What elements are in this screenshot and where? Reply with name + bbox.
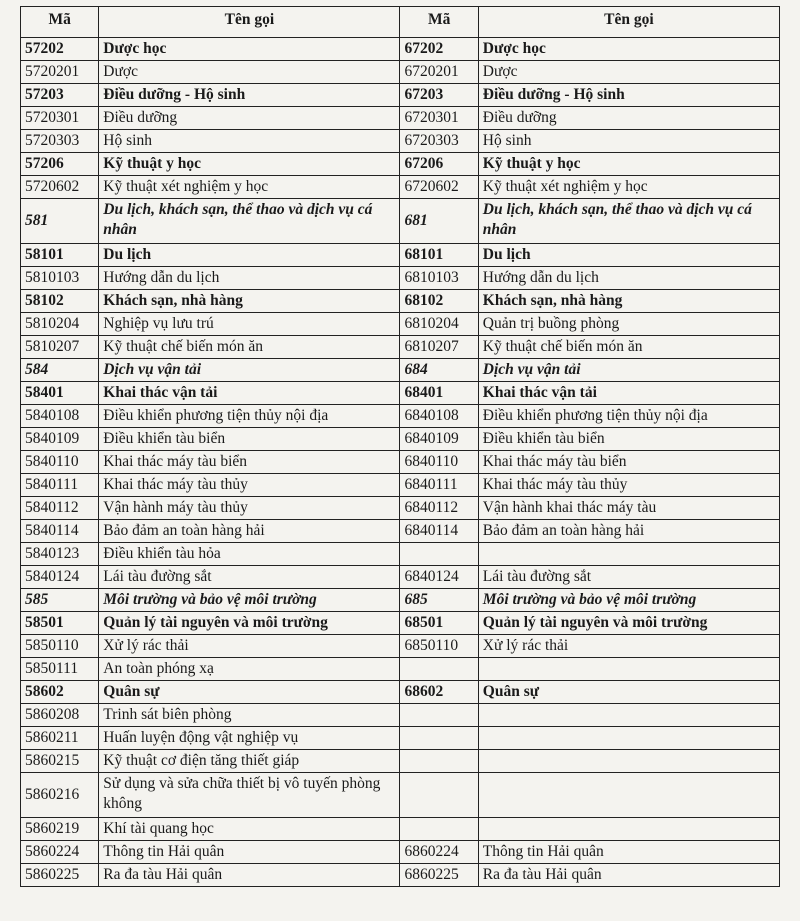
left-code-cell: 5860208 — [21, 704, 99, 727]
left-name-cell: Du lịch — [99, 244, 400, 267]
left-code-cell: 5860219 — [21, 818, 99, 841]
right-code-cell — [400, 773, 478, 818]
left-name-cell: Môi trường và bảo vệ môi trường — [99, 589, 400, 612]
left-code-cell: 5720201 — [21, 61, 99, 84]
left-code-cell: 58101 — [21, 244, 99, 267]
table-row — [21, 864, 780, 887]
document-page — [20, 6, 780, 887]
left-code-cell: 5860224 — [21, 841, 99, 864]
left-name-cell: Khai thác máy tàu biển — [99, 451, 400, 474]
left-name-cell: Bảo đảm an toàn hàng hải — [99, 520, 400, 543]
left-name-cell: Khách sạn, nhà hàng — [99, 290, 400, 313]
table-row — [21, 313, 780, 336]
table-row — [21, 290, 780, 313]
right-code-cell: 6860224 — [400, 841, 478, 864]
left-code-cell: 5850111 — [21, 658, 99, 681]
right-name-cell: Điều khiển phương tiện thủy nội địa — [478, 405, 779, 428]
left-code-cell: 58602 — [21, 681, 99, 704]
right-name-cell: Dược — [478, 61, 779, 84]
right-code-cell: 68401 — [400, 382, 478, 405]
right-code-cell: 6720201 — [400, 61, 478, 84]
left-code-cell: 5860215 — [21, 750, 99, 773]
left-code-cell: 5720301 — [21, 107, 99, 130]
left-name-cell: Kỹ thuật y học — [99, 153, 400, 176]
table-row — [21, 84, 780, 107]
left-code-cell: 5840114 — [21, 520, 99, 543]
left-name-cell: Ra đa tàu Hải quân — [99, 864, 400, 887]
right-name-cell: Dịch vụ vận tải — [478, 359, 779, 382]
right-name-cell — [478, 750, 779, 773]
left-code-header: Mã — [21, 7, 99, 38]
right-name-cell — [478, 704, 779, 727]
right-code-cell — [400, 818, 478, 841]
table-row — [21, 658, 780, 681]
right-name-cell: Du lịch — [478, 244, 779, 267]
right-code-cell: 685 — [400, 589, 478, 612]
left-code-cell: 5840108 — [21, 405, 99, 428]
left-name-cell: Dịch vụ vận tải — [99, 359, 400, 382]
left-name-cell: Kỹ thuật chế biến món ăn — [99, 336, 400, 359]
right-name-cell: Ra đa tàu Hải quân — [478, 864, 779, 887]
left-name-cell: Trinh sát biên phòng — [99, 704, 400, 727]
left-name-cell: Vận hành máy tàu thủy — [99, 497, 400, 520]
right-name-cell: Khai thác vận tải — [478, 382, 779, 405]
left-name-cell: Kỹ thuật xét nghiệm y học — [99, 176, 400, 199]
left-name-cell: Quân sự — [99, 681, 400, 704]
left-code-cell: 5810207 — [21, 336, 99, 359]
right-code-cell: 68602 — [400, 681, 478, 704]
right-code-cell: 684 — [400, 359, 478, 382]
left-name-cell: Thông tin Hải quân — [99, 841, 400, 864]
table-row — [21, 704, 780, 727]
right-code-cell: 68101 — [400, 244, 478, 267]
table-row — [21, 612, 780, 635]
right-name-cell: Quân sự — [478, 681, 779, 704]
right-name-cell: Hướng dẫn du lịch — [478, 267, 779, 290]
table-row — [21, 382, 780, 405]
table-row — [21, 267, 780, 290]
right-code-cell: 6840112 — [400, 497, 478, 520]
table-row — [21, 451, 780, 474]
left-name-cell: Điều khiển tàu hỏa — [99, 543, 400, 566]
right-name-cell: Điều khiển tàu biển — [478, 428, 779, 451]
right-code-cell: 6840109 — [400, 428, 478, 451]
left-code-cell: 5840111 — [21, 474, 99, 497]
left-code-cell: 5840112 — [21, 497, 99, 520]
right-code-cell — [400, 727, 478, 750]
left-name-cell: Nghiệp vụ lưu trú — [99, 313, 400, 336]
left-code-cell: 5840110 — [21, 451, 99, 474]
right-code-cell: 6840108 — [400, 405, 478, 428]
table-row — [21, 199, 780, 244]
left-name-cell: Hướng dẫn du lịch — [99, 267, 400, 290]
table-header-row — [21, 7, 780, 38]
left-name-cell: Điều dưỡng — [99, 107, 400, 130]
right-name-header: Tên gọi — [478, 7, 779, 38]
left-code-cell: 58102 — [21, 290, 99, 313]
table-row — [21, 773, 780, 818]
right-code-cell: 68102 — [400, 290, 478, 313]
right-name-cell: Hộ sinh — [478, 130, 779, 153]
left-code-cell: 584 — [21, 359, 99, 382]
right-name-cell: Khai thác máy tàu biển — [478, 451, 779, 474]
right-name-cell — [478, 543, 779, 566]
left-code-cell: 57203 — [21, 84, 99, 107]
right-name-cell: Môi trường và bảo vệ môi trường — [478, 589, 779, 612]
right-name-cell — [478, 658, 779, 681]
right-code-header: Mã — [400, 7, 478, 38]
left-code-cell: 5720602 — [21, 176, 99, 199]
table-row — [21, 635, 780, 658]
table-row — [21, 727, 780, 750]
left-name-cell: Dược học — [99, 38, 400, 61]
right-code-cell: 6840110 — [400, 451, 478, 474]
right-name-cell: Lái tàu đường sắt — [478, 566, 779, 589]
left-code-cell: 5840123 — [21, 543, 99, 566]
right-code-cell — [400, 658, 478, 681]
left-name-cell: Hộ sinh — [99, 130, 400, 153]
table-row — [21, 405, 780, 428]
right-code-cell: 67202 — [400, 38, 478, 61]
right-name-cell: Thông tin Hải quân — [478, 841, 779, 864]
table-row — [21, 359, 780, 382]
right-code-cell — [400, 750, 478, 773]
right-code-cell: 67206 — [400, 153, 478, 176]
left-code-cell: 5860216 — [21, 773, 99, 818]
right-code-cell: 6720301 — [400, 107, 478, 130]
right-name-cell: Du lịch, khách sạn, thể thao và dịch vụ cá nhân — [478, 199, 779, 244]
left-code-cell: 5840124 — [21, 566, 99, 589]
right-name-cell: Dược học — [478, 38, 779, 61]
table-row — [21, 841, 780, 864]
major-code-table — [20, 6, 780, 887]
left-code-cell: 5860211 — [21, 727, 99, 750]
table-row — [21, 566, 780, 589]
left-name-cell: Khí tài quang học — [99, 818, 400, 841]
left-code-cell: 57206 — [21, 153, 99, 176]
left-code-cell: 585 — [21, 589, 99, 612]
left-name-cell: Sử dụng và sửa chữa thiết bị vô tuyến phòng không — [99, 773, 400, 818]
table-row — [21, 589, 780, 612]
right-code-cell: 6810207 — [400, 336, 478, 359]
right-code-cell: 681 — [400, 199, 478, 244]
right-name-cell: Khai thác máy tàu thủy — [478, 474, 779, 497]
right-code-cell: 67203 — [400, 84, 478, 107]
right-name-cell: Kỹ thuật chế biến món ăn — [478, 336, 779, 359]
right-name-cell: Điều dưỡng — [478, 107, 779, 130]
right-code-cell: 68501 — [400, 612, 478, 635]
table-row — [21, 38, 780, 61]
table-row — [21, 497, 780, 520]
left-code-cell: 57202 — [21, 38, 99, 61]
right-name-cell: Điều dưỡng - Hộ sinh — [478, 84, 779, 107]
right-code-cell: 6850110 — [400, 635, 478, 658]
table-row — [21, 176, 780, 199]
table-body — [21, 38, 780, 887]
left-name-cell: Khai thác máy tàu thủy — [99, 474, 400, 497]
right-code-cell: 6840111 — [400, 474, 478, 497]
right-code-cell: 6720303 — [400, 130, 478, 153]
table-row — [21, 428, 780, 451]
right-name-cell: Quản trị buồng phòng — [478, 313, 779, 336]
left-code-cell: 5850110 — [21, 635, 99, 658]
left-name-header: Tên gọi — [99, 7, 400, 38]
right-name-cell: Kỹ thuật xét nghiệm y học — [478, 176, 779, 199]
table-row — [21, 336, 780, 359]
left-name-cell: Huấn luyện động vật nghiệp vụ — [99, 727, 400, 750]
table-row — [21, 61, 780, 84]
right-code-cell: 6810204 — [400, 313, 478, 336]
right-name-cell: Xử lý rác thải — [478, 635, 779, 658]
left-name-cell: Điều khiển phương tiện thủy nội địa — [99, 405, 400, 428]
left-name-cell: Điều dưỡng - Hộ sinh — [99, 84, 400, 107]
right-code-cell: 6840114 — [400, 520, 478, 543]
left-name-cell: Quản lý tài nguyên và môi trường — [99, 612, 400, 635]
right-name-cell: Kỹ thuật y học — [478, 153, 779, 176]
left-code-cell: 58401 — [21, 382, 99, 405]
table-row — [21, 818, 780, 841]
left-name-cell: Khai thác vận tải — [99, 382, 400, 405]
table-row — [21, 153, 780, 176]
right-name-cell: Vận hành khai thác máy tàu — [478, 497, 779, 520]
left-name-cell: Du lịch, khách sạn, thể thao và dịch vụ cá nhân — [99, 199, 400, 244]
left-code-cell: 5810204 — [21, 313, 99, 336]
right-code-cell: 6810103 — [400, 267, 478, 290]
table-row — [21, 520, 780, 543]
table-row — [21, 130, 780, 153]
right-code-cell: 6860225 — [400, 864, 478, 887]
left-code-cell: 5810103 — [21, 267, 99, 290]
table-row — [21, 543, 780, 566]
right-name-cell: Bảo đảm an toàn hàng hải — [478, 520, 779, 543]
right-name-cell — [478, 818, 779, 841]
left-name-cell: Dược — [99, 61, 400, 84]
left-code-cell: 581 — [21, 199, 99, 244]
table-row — [21, 244, 780, 267]
left-code-cell: 58501 — [21, 612, 99, 635]
left-name-cell: Lái tàu đường sắt — [99, 566, 400, 589]
left-name-cell: Điều khiển tàu biển — [99, 428, 400, 451]
left-name-cell: Kỹ thuật cơ điện tăng thiết giáp — [99, 750, 400, 773]
right-code-cell — [400, 704, 478, 727]
right-name-cell: Quản lý tài nguyên và môi trường — [478, 612, 779, 635]
left-code-cell: 5840109 — [21, 428, 99, 451]
left-name-cell: An toàn phóng xạ — [99, 658, 400, 681]
right-name-cell — [478, 727, 779, 750]
right-code-cell — [400, 543, 478, 566]
table-row — [21, 750, 780, 773]
left-code-cell: 5860225 — [21, 864, 99, 887]
table-row — [21, 681, 780, 704]
right-code-cell: 6720602 — [400, 176, 478, 199]
left-code-cell: 5720303 — [21, 130, 99, 153]
right-code-cell: 6840124 — [400, 566, 478, 589]
table-row — [21, 474, 780, 497]
right-name-cell: Khách sạn, nhà hàng — [478, 290, 779, 313]
table-row — [21, 107, 780, 130]
right-name-cell — [478, 773, 779, 818]
left-name-cell: Xử lý rác thải — [99, 635, 400, 658]
